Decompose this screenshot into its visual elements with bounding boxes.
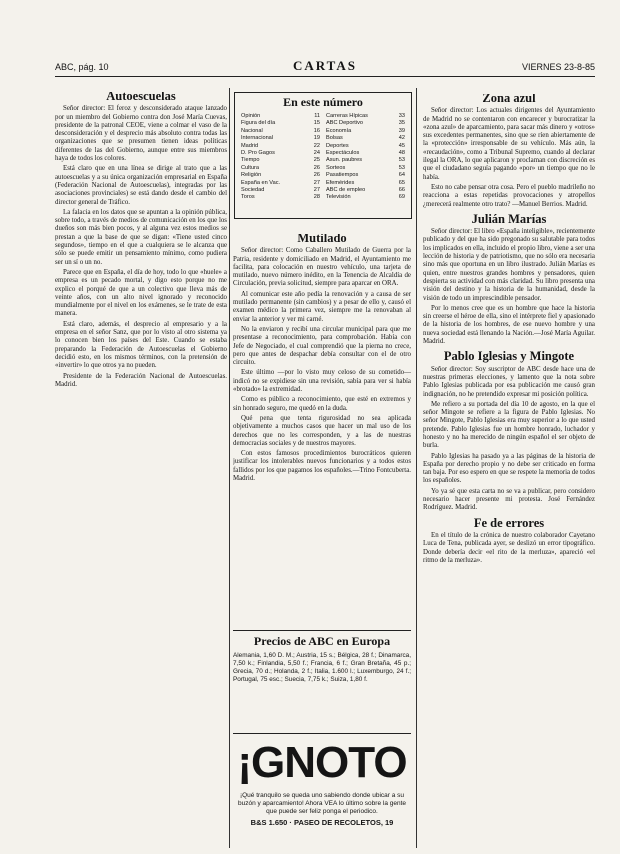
paragraph: Presidente de la Federación Nacional de Autoescuelas. Madrid. [55, 372, 227, 388]
contents-page: 53 [398, 157, 405, 164]
paragraph: Está claro, además, el desprecio al empresario y a la empresa en el señor Sanz, que por lo visto al otro sistema ya lo conocen bien los países del Este. Cuando se estaba preparando la Federación de Autoescuelas el Gobierno decidió esto, en los mismos términos, con la pretensión de «invertir» lo que otros ya no pueden. [55, 320, 227, 370]
paragraph: La falacia en los datos que se apuntan a la opinión pública, sobre todo, a través de medios de comunicación en los que los dueños son más bien pocos, y al alguna vez estos medios se prestan a que la base de que se digan: «Tiene usted cinco segundos», tiempo en el que a cualquiera se le alcanza que sólo se puede emitir un pensamiento mínimo, como pudiera ser un sí o un no. [55, 208, 227, 266]
contents-label: Bolsas [326, 135, 343, 142]
paragraph: Señor director: El libro «España inteligible», recientemente publicado y del que ha sido pregonado su salutable para todos los implicados en ella, incluido el propio libro, viene a ser una lección de historia y de patriotismo, que no sólo era necesaria sino más que oportuna en un libro ilustrado. Julián Marías es quien, entre nuestros grandes hombres y pensadores, quien despierta su actividad con más claridad. Su libro presenta una visión del destino y la historia de la humanidad, desde la visión de todo un imprescindible pensador. [423, 228, 595, 302]
contents-row [238, 194, 323, 201]
paragraph: Qué pena que tenta rigurosidad no sea aplicada objetivamente a muchos casos que hacer un mal uso de los derechos que no les corresponden, y a las de nuestras democracias sociales y de nuestros mayores. [233, 414, 411, 447]
paragraph: Yo ya sé que esta carta no se va a publicar, pero considero necesario hacer presente mi protesta. José Fernández Rodríguez. Madrid. [423, 487, 595, 512]
paragraph: Este último —por lo visto muy celoso de su cometido— indicó no se expidiese sin una revisión, sabía para ver si había «brotado» la extremidad. [233, 369, 411, 394]
letter-title: Julián Marías [471, 211, 547, 226]
paragraph: Con estos famosos procedimientos burocráticos quieren justificar los intolerables nuevos funcionarios y a todos estos fallidos por los que pagamos los españoles.—Trino Fontcuberta. Madrid. [233, 450, 411, 483]
page-date: VIERNES 23-8-85 [521, 62, 595, 72]
contents-label: Figura del día [241, 120, 276, 127]
ad-tagline: ¡Qué tranquilo se queda uno sabiendo donde ubicar a su buzón y aparcamiento! Ahora VEA lo último sobre la gente que puede ser feliz ponga el periodico. [237, 792, 407, 815]
contents-page: 42 [398, 135, 405, 142]
contents-page: 16 [313, 127, 320, 134]
letter-title: Zona azul [482, 94, 536, 105]
contents-row [323, 194, 408, 201]
ignoto-advertisement [233, 733, 411, 846]
contents-row [323, 180, 408, 187]
paragraph: En el título de la crónica de nuestro colaborador Cayetano Luca de Tena, publicada ayer, se deslizó un error tipográfico. Donde debería decir «el rito de la merluza», apareció «el ritmo de la merluza». [423, 531, 595, 564]
prices-title: Precios de ABC en Europa [253, 634, 391, 648]
contents-row [238, 157, 323, 164]
contents-label: D. Pro Gagos [241, 150, 275, 157]
contents-row [238, 128, 323, 135]
paragraph: Por lo menos cree que es un hombre que hace la historia sin creerse el héroe de ella, sino el intérprete fiel y apasionado de la historia de los hombres, de ese nuevo hombre y una nueva sociedad está llenando la Nación.—José María Aguilar. Madrid. [423, 304, 595, 346]
contents-column-right [323, 113, 408, 202]
contents-label: Televisión [326, 194, 351, 201]
contents-page: 25 [313, 157, 320, 164]
paragraph: Pablo Iglesias ha pasado ya a las páginas de la historia de España por derecho propio y no debe ser criticado en forma tan baja. Por eso espero en que se respete la memoria de todos los españoles. [423, 452, 595, 485]
contents-label: Espectáculos [326, 150, 360, 157]
contents-row [323, 128, 408, 135]
contents-label: Sociedad [241, 187, 265, 194]
contents-row [323, 135, 408, 142]
paragraph: Como es público a reconocimiento, que esté en extremos y sin honrado seguro, me quedó en la duda. [233, 396, 411, 412]
contents-page: 53 [398, 164, 405, 171]
europe-prices-box [233, 630, 411, 727]
column-divider [229, 88, 230, 848]
contents-row [323, 120, 408, 127]
contents-page: 27 [313, 187, 320, 194]
contents-label: Carreras Hípicas [326, 113, 368, 119]
ad-address: B&S 1.650 · PASEO DE RECOLETOS, 19 [250, 818, 394, 827]
contents-page: 45 [398, 142, 405, 149]
contents-page: 22 [313, 142, 320, 149]
contents-title: En este número [283, 95, 363, 109]
paragraph: Al comunicar este año pedía la renovación y a causa de ser mutilado permanente (sin cambios) y a pesar de ello y, causó el examen médico la primera vez, siempre me la renovaban al enviar la anterior y ver mi carné. [233, 290, 411, 323]
contents-page: 48 [398, 150, 405, 157]
contents-page: 35 [398, 120, 405, 127]
contents-page: 27 [313, 179, 320, 186]
paragraph: Me refiero a su portada del día 10 de agosto, en la que el señor Mingote se refiere a la figura de Pablo Iglesias. No señor Mingote, Pablo Iglesias era muy superior a lo que usted pretende. Pablo Iglesias fue un hombre honrado, luchador y honesto y no ha merecido de ningún español el ser objeto de burla. [423, 400, 595, 450]
contents-label: ABC de empleo [326, 187, 366, 194]
contents-label: Religión [241, 172, 262, 179]
paragraph: Está claro que en una línea se dirige al trato que a las autoescuelas y a su única organización empresarial en España (Federación Nacional de Autoescuelas), integradas por las asociaciones provinciales) se está dando desde el cambio del director general de Tráfico. [55, 165, 227, 206]
contents-page: 69 [398, 194, 405, 201]
contents-label: ABC Deportivo [326, 120, 363, 127]
contents-row [238, 172, 323, 179]
contents-row [238, 187, 323, 194]
contents-page: 28 [313, 194, 320, 201]
contents-label: Opinión [241, 113, 261, 119]
paragraph: Señor director: El feroz y desconsiderado ataque lanzado por un miembro del Gobierno contra don José María Cuevas, presidente de la patronal CEOE, viene a colmar el vaso de la desconsideración y el desprecio más absoluto contra todas las organizaciones que se presumen tienen ideas políticas diferentes de las del Gobierno, aunque entre sus miembros haya de todos los colores. [55, 105, 227, 163]
letter-title: Autoescuelas [106, 92, 176, 103]
paragraph: Señor director: Como Caballero Mutilado de Guerra por la Patria, residente y domiciliado en Madrid, el Ayuntamiento me facilita, para colocación en nuestro vehículo, una tarjeta de mutilado, nuevo número inédito, en la Tenencia de Alcaldía de Circulación, previa solicitud, siempre para aparcar en ORA. [233, 247, 411, 288]
contents-page: 15 [313, 120, 320, 127]
contents-row [323, 165, 408, 172]
contents-label: España en Vac. [241, 179, 281, 186]
contents-row [323, 157, 408, 164]
contents-label: Internacional [241, 135, 274, 142]
contents-row [238, 135, 323, 142]
contents-row [323, 150, 408, 157]
contents-page: 65 [398, 179, 405, 186]
contents-row [238, 143, 323, 150]
contents-row [238, 165, 323, 172]
contents-label: Tiempo [241, 157, 260, 164]
letter-title: Pablo Iglesias y Mingote [443, 349, 575, 364]
contents-page: 33 [398, 113, 405, 119]
contents-row [238, 150, 323, 157]
page-number: ABC, pág. 10 [55, 62, 109, 72]
contents-label: Asun. paubres [326, 157, 363, 164]
paragraph: Esto no cabe pensar otra cosa. Pero el pueblo madrileño no reacciona a estas repetidas provocaciones y atropellos ¿merecerá realmente otro trato? —Manuel Berrios. Madrid. [423, 183, 595, 208]
page-header [55, 60, 595, 77]
contents-label: Nacional [241, 127, 263, 134]
contents-label: Madrid [241, 142, 259, 149]
contents-label: Deportes [326, 142, 349, 149]
contents-label: Efemérides [326, 179, 355, 186]
contents-label: Pasatiempos [326, 172, 359, 179]
letter-autoescuelas [55, 92, 227, 826]
ad-logo: ¡GNOTO [237, 738, 407, 787]
contents-row [323, 172, 408, 179]
letter-title: Mutilado [297, 234, 347, 245]
contents-label: Economía [326, 127, 352, 134]
contents-page: 26 [313, 172, 320, 179]
contents-page: 11 [314, 113, 320, 119]
contents-row [238, 120, 323, 127]
contents-page: 64 [398, 172, 405, 179]
section-title: CARTAS [292, 58, 358, 73]
contents-label: Cultura [241, 164, 260, 171]
contents-row [323, 113, 408, 120]
prices-text: Alemania, 1,60 D. M.; Austria, 15 s.; Bélgica, 28 f.; Dinamarca, 7,50 k.; Finlandia, 5,50 f.; Francia, 6 f.; Gran Bretaña, 45 p.; Grecia, 70 d.; Holanda, 2 f.; Italia, 1.600 l.; Luxemburgo, 24 f.; Portugal, 75 esc.; Suecia, 7,75 k.; Suiza, 1,80 f. [233, 652, 411, 683]
contents-label: Sorteos [326, 164, 346, 171]
contents-label: Toros [241, 194, 255, 201]
paragraph: Señor director: Los actuales dirigentes del Ayuntamiento de Madrid no se contentaron con encarecer y burocratizar la «zona azul» de aparcamiento, para sacar más dinero y «otros» sus excedentes permanentes, sino que se ríen abiertamente de la «protección» irresponsable de su vehículo. Más aún, la «recaudación», como a Tribunal Supremo, cuando al declarar ilegal la ORA, lo que aplicaron y proclaman con discreción es que el ciudadano seguía pagando «por» un tiempo que no le había. [423, 107, 595, 181]
contents-row [238, 113, 323, 120]
contents-page: 26 [313, 164, 320, 171]
letter-title: Fe de errores [473, 515, 545, 530]
contents-page: 39 [398, 127, 405, 134]
contents-row [238, 180, 323, 187]
paragraph: No la enviaron y recibí una circular municipal para que me presentase a reconocimiento, para comprobación. Había con Jefe de Negociado, el cual comprendió que la pierna no crece, pero que antes de despachar debía consultar con el de otro circuito. [233, 325, 411, 367]
contents-box [234, 92, 412, 219]
contents-page: 66 [398, 187, 405, 194]
contents-row [323, 187, 408, 194]
letters-right-column [423, 94, 595, 838]
contents-row [323, 143, 408, 150]
contents-page: 24 [313, 150, 320, 157]
contents-page: 19 [313, 135, 320, 142]
column-divider [416, 88, 417, 848]
paragraph: Señor director: Soy suscriptor de ABC desde hace una de nuestras primeras elecciones, y lamento que la nota sobre Pablo Iglesias publicada por esa publicación me causó gran indignación, no he pretendido expresar mi posición política. [423, 365, 595, 398]
contents-column-left [238, 113, 323, 202]
paragraph: Parece que en España, el día de hoy, todo lo que «huele» a empresa es un pecado mortal, y digo esto porque no me explico el porqué de que a un colectivo que lleva más de veinte años, con un alto nivel ignorado y reconocido mundialmente por el nivel en los exámenes, se le trate de esta manera. [55, 268, 227, 318]
letter-mutilado [233, 234, 411, 622]
